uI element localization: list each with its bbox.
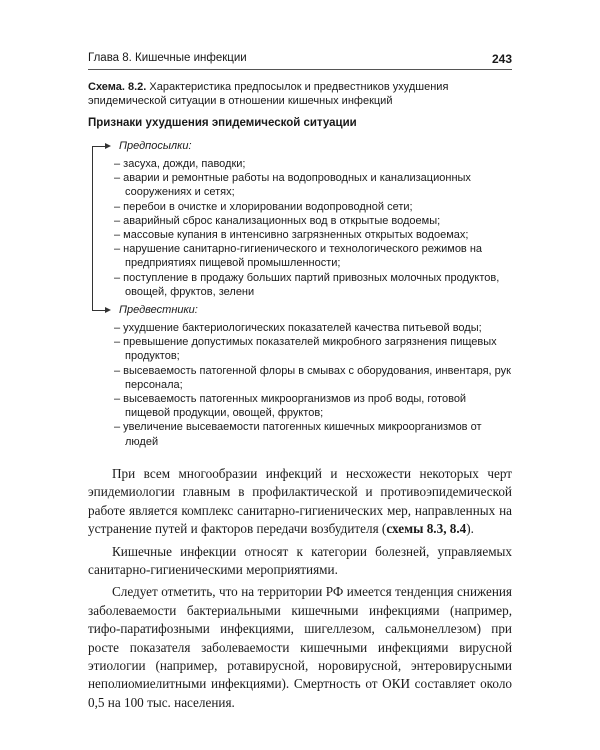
figure-caption: [88, 80, 512, 108]
chapter-title: Глава 8. Кишечные инфекции: [88, 52, 247, 64]
caption-label: Схема. 8.2.: [88, 81, 147, 93]
arrow-right-icon: [92, 146, 106, 147]
scheme-reference: схемы 8.3: [386, 521, 444, 537]
list-item: – увеличение высеваемости патогенных кишечных микроорганизмов от людей: [114, 421, 482, 448]
list-item: – перебои в очистке и хлорировании водопроводной сети;: [114, 200, 413, 213]
body-text: [88, 465, 512, 712]
group-title-preconditions: Предпосылки:: [119, 140, 192, 152]
page-header: [88, 52, 512, 70]
list-item: – превышение допустимых показателей микробного загрязнения пищевых продуктов;: [114, 336, 497, 363]
precursors-list: [114, 321, 514, 449]
section-title: Признаки ухудшения эпидемической ситуации: [88, 117, 357, 129]
list-item: – аварии и ремонтные работы на водопроводных и канализационных сооружениях и сетях;: [114, 172, 471, 199]
paragraph-end: ).: [466, 521, 474, 537]
diagram-bracket-line: [92, 146, 93, 310]
list-item: – засуха, дожди, паводки;: [114, 158, 246, 170]
list-item: – высеваемость патогенных микроорганизмов из проб воды, готовой пищевой продукции, овощей, фруктов;: [114, 393, 467, 420]
list-item: – высеваемость патогенной флоры в смывах с оборудования, инвентаря, рук персонала;: [114, 364, 511, 391]
list-item: – поступление в продажу больших партий привозных молочных продуктов, овощей, фруктов, зелени: [114, 271, 500, 298]
paragraph: Кишечные инфекции относят к категории болезней, управляемых санитарно-гигиеническими мероприятиями.: [88, 543, 512, 578]
paragraph: Следует отметить, что на территории РФ имеется тенденция снижения заболеваемости бактериальными кишечными инфекциями (например, тифо-паратифозными инфекциями, шигеллезом, сальмонеллезом) при росте показателя заболеваемости кишечными инфекциями вирусной этиологии (например, ротавирусной, норовирусной, энтеровирусными неполиомиелитными инфекциями). Смертность от ОКИ составляет около 0,5 на 100 тыс. населения.: [88, 584, 512, 710]
preconditions-list: [114, 157, 514, 299]
caption-text: Характеристика предпосылок и предвестников ухудшения эпидемической ситуации в отношении кишечных инфекций: [88, 81, 449, 107]
list-item: – ухудшение бактериологических показателей качества питьевой воды;: [114, 322, 482, 334]
paragraph-text: При всем многообразии инфекций и несхожести некоторых черт эпидемиологии главным в профилактической и противоэпидемической работе является комплекс санитарно-гигиенических мер, направленных на устранение путей и факторов передачи возбудителя (: [88, 466, 512, 537]
scheme-reference: 8.4: [449, 521, 467, 537]
page-number: 243: [491, 52, 512, 66]
header-rule: [88, 69, 512, 70]
reference-separator: ,: [443, 521, 450, 537]
arrow-right-icon: [92, 310, 106, 311]
list-item: – массовые купания в интенсивно загрязненных открытых водоемах;: [114, 229, 469, 242]
list-item: – аварийный сброс канализационных вод в открытые водоемы;: [114, 214, 441, 227]
paragraph: [88, 465, 512, 539]
list-item: – нарушение санитарно-гигиенического и технологического режимов на предприятиях пищевой промышленности;: [114, 243, 483, 270]
group-title-precursors: Предвестники:: [119, 304, 198, 316]
